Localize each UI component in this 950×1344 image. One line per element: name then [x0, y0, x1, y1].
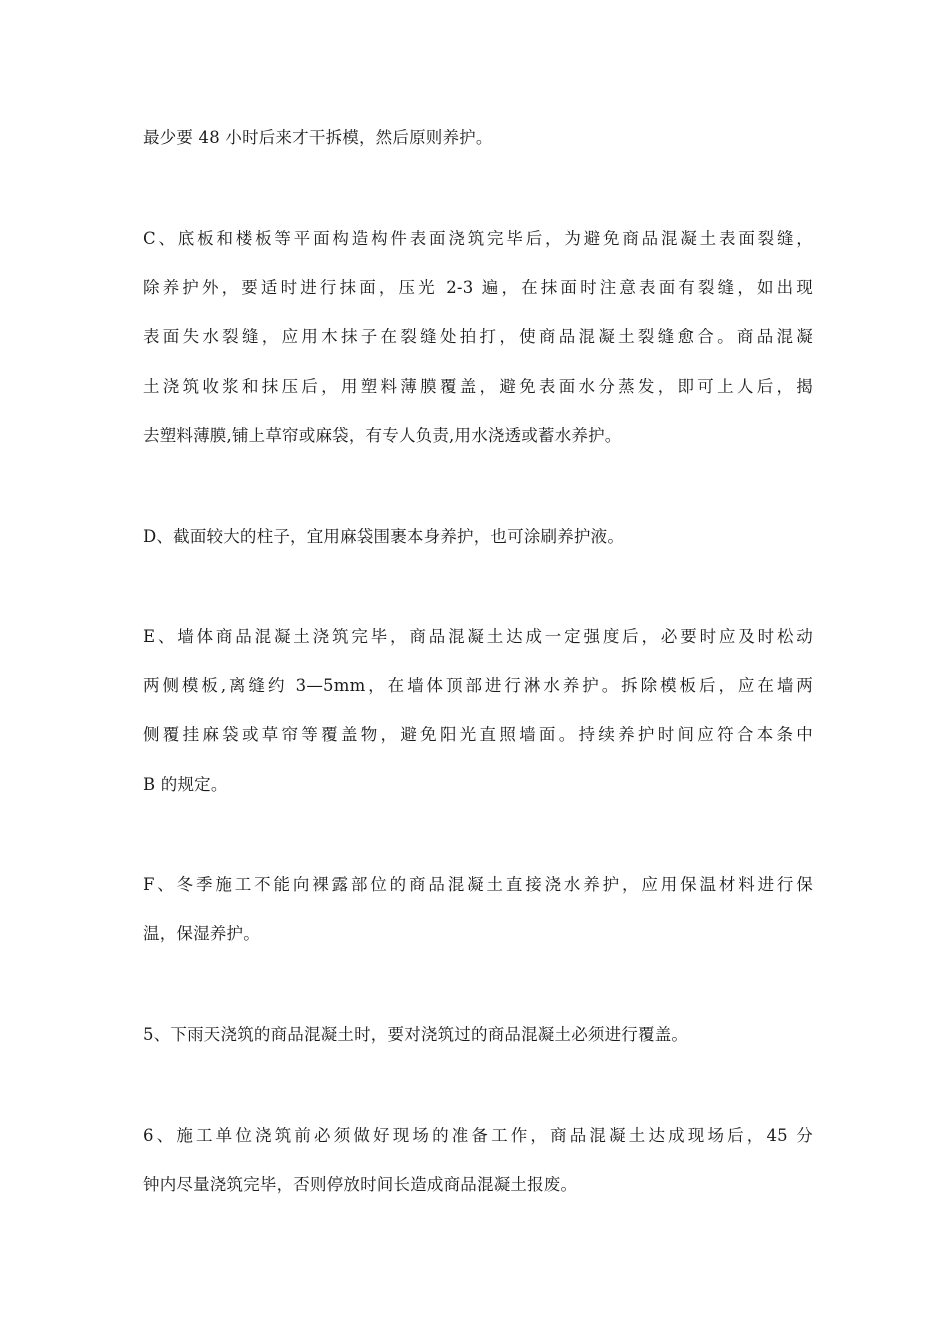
text-line: 最少要 48 小时后来才干拆模，然后原则养护。 — [143, 128, 493, 147]
text-line: E、墙体商品混凝土浇筑完毕，商品混凝土达成一定强度后，必要时应及时松动 — [143, 627, 813, 646]
text-line: 两侧模板,离缝约 3—5mm，在墙体顶部进行淋水养护。拆除模板后，应在墙两 — [143, 676, 813, 695]
text-line: 表面失水裂缝，应用木抹子在裂缝处拍打，使商品混凝土裂缝愈合。商品混凝 — [143, 327, 813, 346]
text-line: D、截面较大的柱子，宜用麻袋围裹本身养护，也可涂刷养护液。 — [143, 527, 625, 546]
text-line: C、底板和楼板等平面构造构件表面浇筑完毕后，为避免商品混凝土表面裂缝， — [143, 229, 813, 248]
text-line: F、冬季施工不能向裸露部位的商品混凝土直接浇水养护，应用保温材料进行保 — [143, 875, 813, 894]
text-line: 温，保湿养护。 — [143, 924, 260, 943]
text-line: 侧覆挂麻袋或草帘等覆盖物，避免阳光直照墙面。持续养护时间应符合本条中 — [143, 725, 813, 744]
text-line: 钟内尽量浇筑完毕，否则停放时间长造成商品混凝土报废。 — [143, 1175, 578, 1194]
text-line: 土浇筑收浆和抹压后，用塑料薄膜覆盖，避免表面水分蒸发，即可上人后，揭 — [143, 377, 813, 396]
text-line: 6、施工单位浇筑前必须做好现场的准备工作，商品混凝土达成现场后，45 分 — [143, 1126, 813, 1145]
text-line: 除养护外，要适时进行抹面，压光 2-3 遍，在抹面时注意表面有裂缝，如出现 — [143, 278, 813, 297]
text-line: B 的规定。 — [143, 775, 228, 794]
text-line: 5、下雨天浇筑的商品混凝土时，要对浇筑过的商品混凝土必须进行覆盖。 — [143, 1025, 689, 1044]
text-line: 去塑料薄膜,铺上草帘或麻袋，有专人负责,用水浇透或蓄水养护。 — [143, 426, 622, 445]
